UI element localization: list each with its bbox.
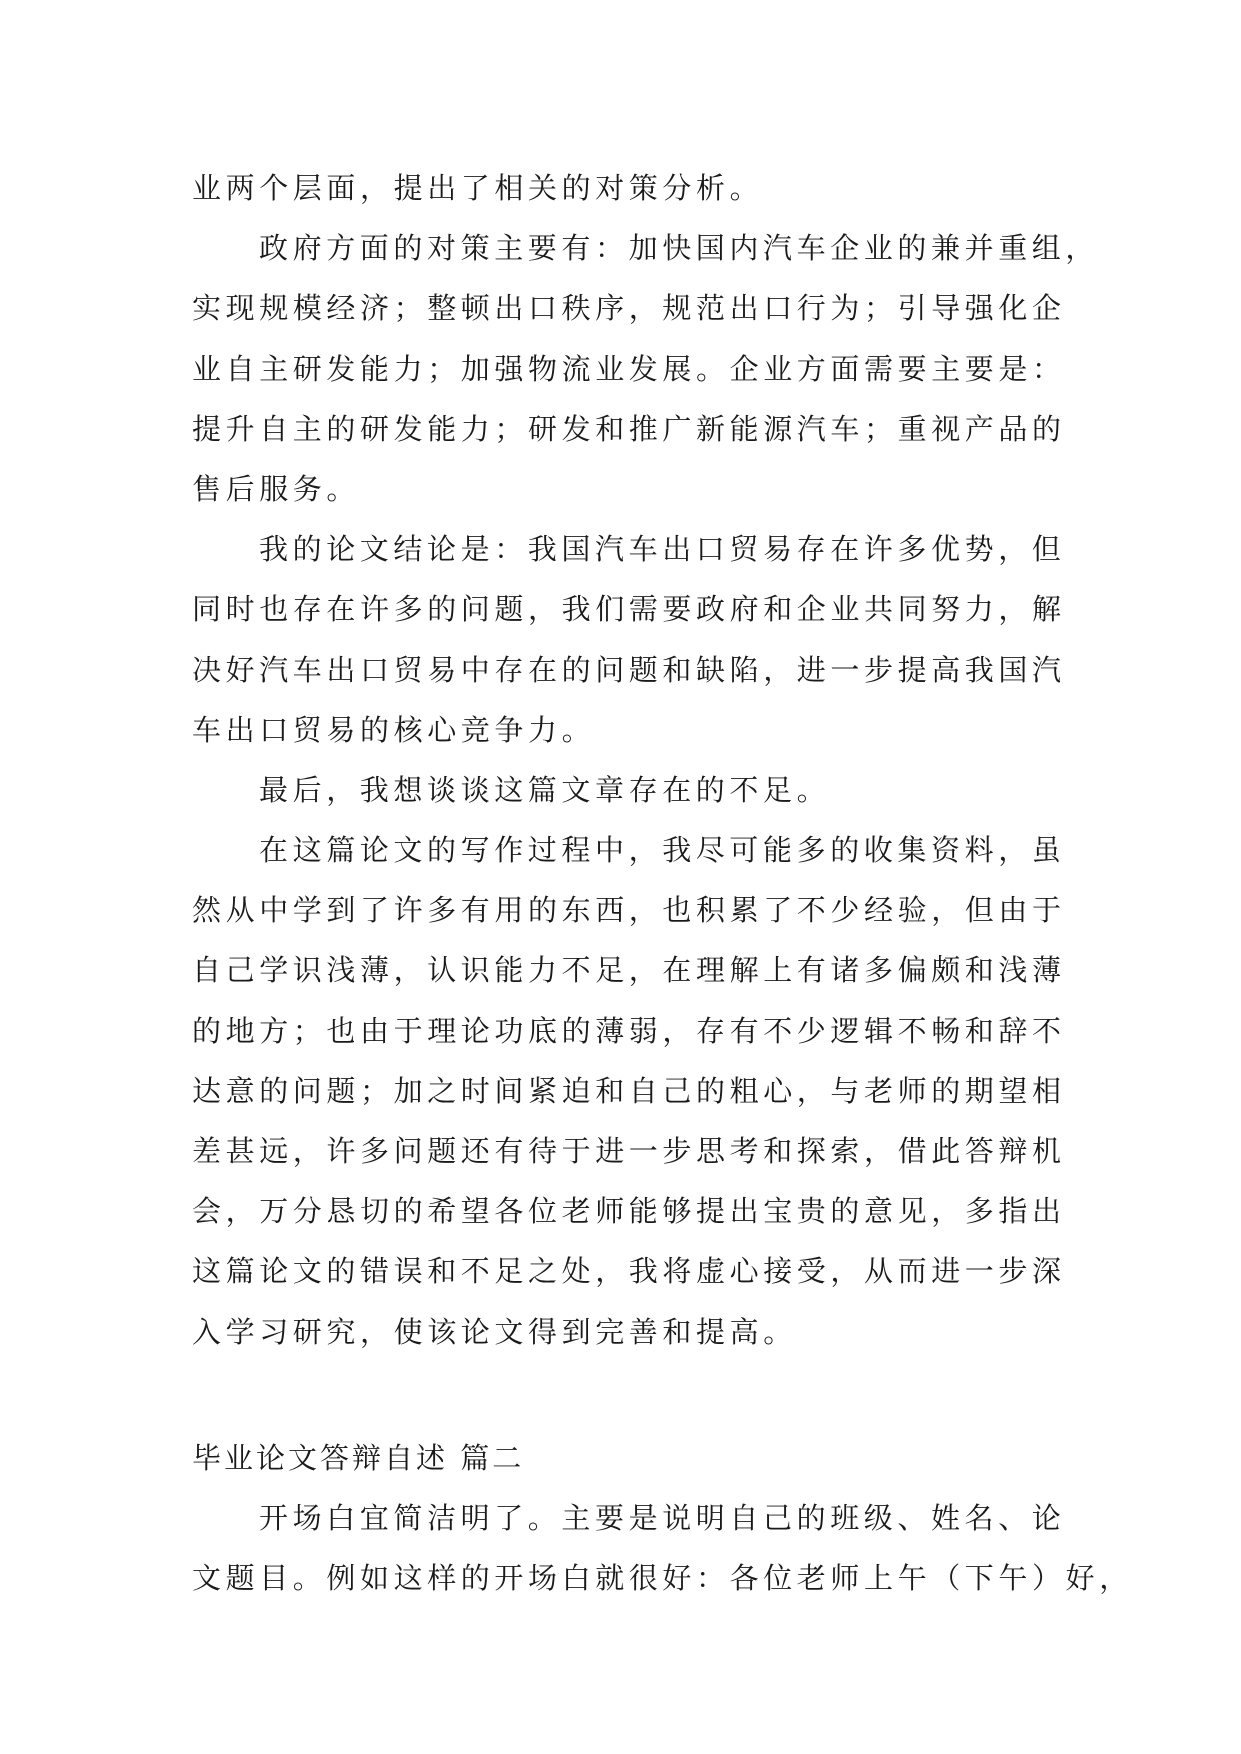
paragraph-line: 达意的问题；加之时间紧迫和自己的粗心，与老师的期望相	[192, 1073, 1066, 1108]
paragraph-line: 这篇论文的错误和不足之处，我将虚心接受，从而进一步深	[192, 1254, 1066, 1289]
paragraph-line: 同时也存在许多的问题，我们需要政府和企业共同努力，解	[192, 592, 1066, 627]
paragraph-line: 业自主研发能力；加强物流业发展。企业方面需要主要是：	[192, 351, 1066, 386]
paragraph-line: 差甚远，许多问题还有待于进一步思考和探索，借此答辩机	[192, 1134, 1066, 1168]
paragraph-line: 实现规模经济；整顿出口秩序，规范出口行为；引导强化企	[192, 291, 1066, 326]
paragraph-line: 会，万分恳切的希望各位老师能够提出宝贵的意见，多指出	[192, 1194, 1066, 1229]
document-body	[192, 158, 1133, 1608]
paragraph-line: 政府方面的对策主要有：加快国内汽车企业的兼并重组，	[259, 231, 1100, 266]
section-heading: 毕业论文答辩自述 篇二	[192, 1440, 525, 1475]
paragraph-line: 开场白宜简洁明了。主要是说明自己的班级、姓名、论	[259, 1500, 1066, 1535]
paragraph-line: 我的论文结论是：我国汽车出口贸易存在许多优势，但	[259, 532, 1066, 567]
paragraph-line: 最后，我想谈谈这篇文章存在的不足。	[259, 772, 831, 807]
paragraph-line: 的地方；也由于理论功底的薄弱，存有不少逻辑不畅和辞不	[192, 1013, 1066, 1048]
paragraph-line: 文题目。例如这样的开场白就很好：各位老师上午（下午）好，	[192, 1561, 1133, 1596]
paragraph-line: 决好汽车出口贸易中存在的问题和缺陷，进一步提高我国汽	[192, 652, 1066, 687]
paragraph-line: 业两个层面，提出了相关的对策分析。	[192, 171, 764, 205]
paragraph-line: 车出口贸易的核心竞争力。	[192, 712, 596, 747]
paragraph-line: 自己学识浅薄，认识能力不足，在理解上有诸多偏颇和浅薄	[192, 953, 1066, 988]
paragraph-line: 入学习研究，使该论文得到完善和提高。	[192, 1314, 797, 1349]
section-spacer	[192, 1362, 1092, 1428]
paragraph-line: 售后服务。	[192, 471, 361, 506]
paragraph-line: 在这篇论文的写作过程中，我尽可能多的收集资料，虽	[259, 833, 1066, 868]
paragraph-line: 提升自主的研发能力；研发和推广新能源汽车；重视产品的	[192, 411, 1066, 446]
paragraph-line: 然从中学到了许多有用的东西，也积累了不少经验，但由于	[192, 893, 1066, 928]
